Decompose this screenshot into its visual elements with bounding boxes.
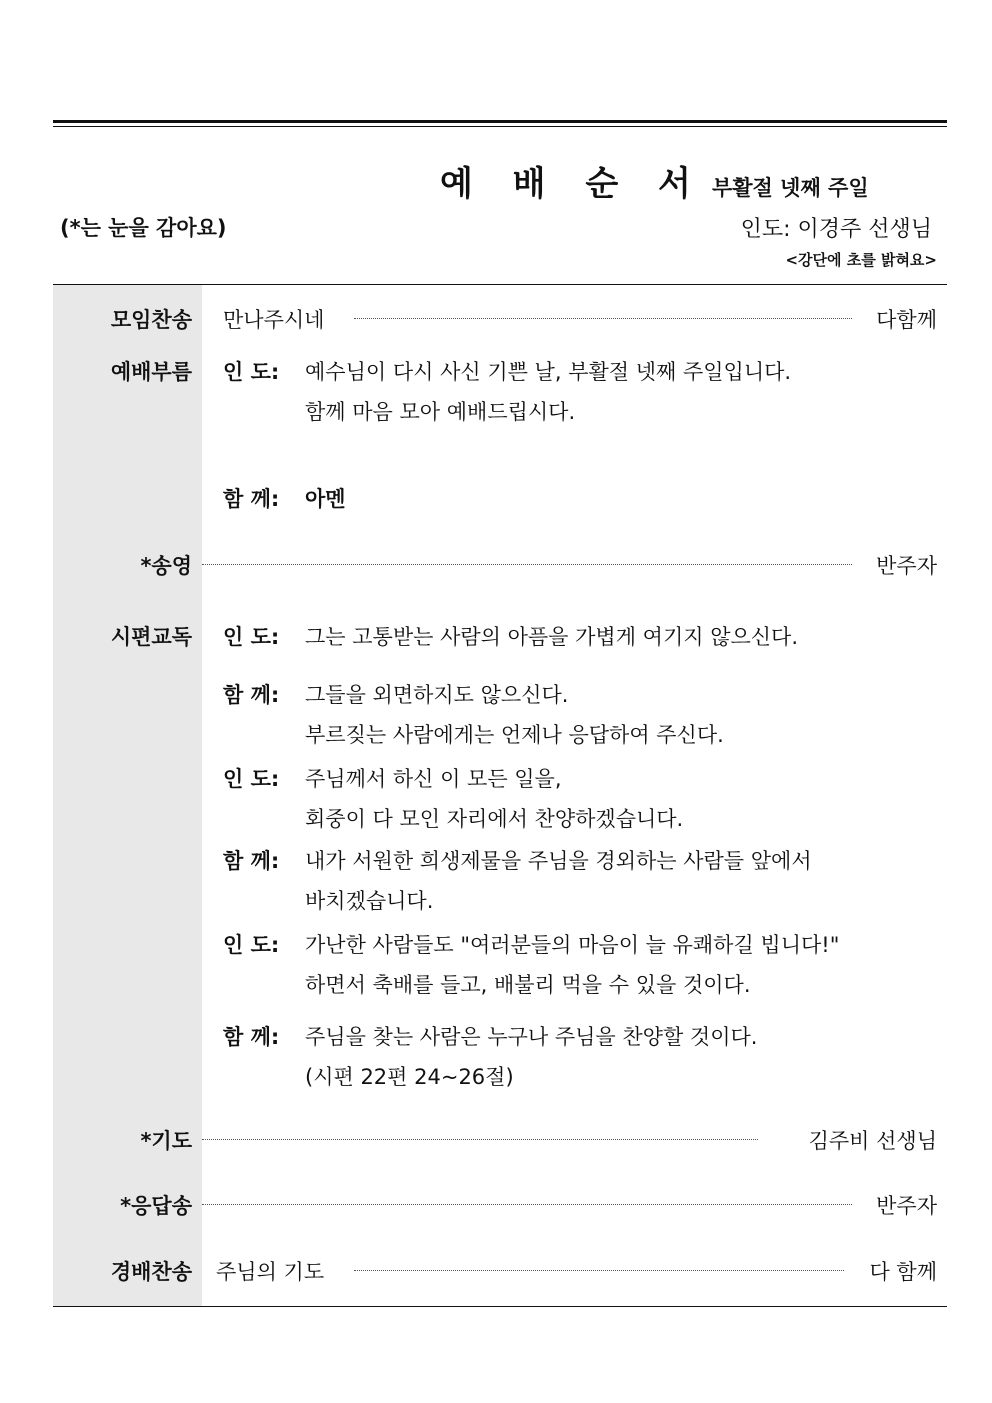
- service-leader: 인도: 이경주 선생님: [740, 217, 932, 242]
- title-block: [440, 156, 869, 205]
- gathering-leader-dots: [354, 318, 852, 319]
- psalm-line: 가난한 사람들도 "여러분들의 마음이 늘 유쾌하길 빕니다!": [305, 933, 840, 957]
- section-bottom-rule: [53, 1306, 947, 1307]
- page-subtitle: 부활절 넷째 주일: [711, 176, 869, 200]
- psalm-line: 바치겠습니다.: [305, 889, 434, 913]
- psalm-tag: 함 께:: [223, 849, 280, 873]
- call-all-tag: 함 께:: [223, 487, 280, 511]
- psalm-tag: 인 도:: [223, 625, 280, 649]
- psalm-line: 그는 고통받는 사람의 아픔을 가볍게 여기지 않으신다.: [305, 625, 799, 649]
- psalm-reference: (시편 22편 24~26절): [305, 1065, 514, 1089]
- response-label: *응답송: [120, 1194, 192, 1218]
- top-double-rule: [53, 120, 947, 123]
- psalm-tag: 인 도:: [223, 767, 280, 791]
- eyes-closed-note: (*는 눈을 감아요): [60, 216, 227, 240]
- gathering-label: 모임찬송: [110, 308, 192, 332]
- psalm-label: 시편교독: [110, 625, 192, 649]
- prayer-performer: 김주비 선생님: [808, 1129, 937, 1153]
- response-performer: 반주자: [876, 1194, 937, 1218]
- psalm-line: 하면서 축배를 들고, 배불리 먹을 수 있을 것이다.: [305, 973, 751, 997]
- worship-performer: 다 함께: [869, 1260, 937, 1284]
- call-all-text: 아멘: [305, 487, 346, 511]
- call-leader-tag: 인 도:: [223, 360, 280, 384]
- prayer-label: *기도: [140, 1129, 192, 1153]
- call-leader-line2: 함께 마음 모아 예배드립시다.: [305, 400, 576, 424]
- psalm-line: 주님을 찾는 사람은 누구나 주님을 찬양할 것이다.: [305, 1025, 758, 1049]
- praise-leader-dots: [202, 564, 852, 565]
- psalm-line: 회중이 다 모인 자리에서 찬양하겠습니다.: [305, 807, 684, 831]
- psalm-line: 그들을 외면하지도 않으신다.: [305, 683, 569, 707]
- call-leader-line1: 예수님이 다시 사신 기쁜 날, 부활절 넷째 주일입니다.: [305, 360, 792, 384]
- page-title: 예 배 순 서: [440, 164, 705, 204]
- praise-performer: 반주자: [876, 554, 937, 578]
- psalm-tag: 인 도:: [223, 933, 280, 957]
- call-label: 예배부름: [110, 360, 192, 384]
- response-leader-dots: [202, 1204, 852, 1205]
- psalm-tag: 함 께:: [223, 1025, 280, 1049]
- worship-leader-dots: [354, 1270, 844, 1271]
- prayer-leader-dots: [202, 1139, 758, 1140]
- psalm-tag: 함 께:: [223, 683, 280, 707]
- gathering-song: 만나주시네: [223, 308, 325, 332]
- candle-note: <강단에 초를 밝혀요>: [785, 251, 937, 269]
- psalm-line: 부르짖는 사람에게는 언제나 응답하여 주신다.: [305, 723, 724, 747]
- top-double-rule-thin: [53, 126, 947, 127]
- worship-label: 경배찬송: [110, 1260, 192, 1284]
- praise-label: *송영: [140, 554, 192, 578]
- psalm-line: 주님께서 하신 이 모든 일을,: [305, 767, 562, 791]
- worship-song: 주님의 기도: [216, 1260, 325, 1284]
- gathering-performer: 다함께: [876, 308, 937, 332]
- psalm-line: 내가 서원한 희생제물을 주님을 경외하는 사람들 앞에서: [305, 849, 812, 873]
